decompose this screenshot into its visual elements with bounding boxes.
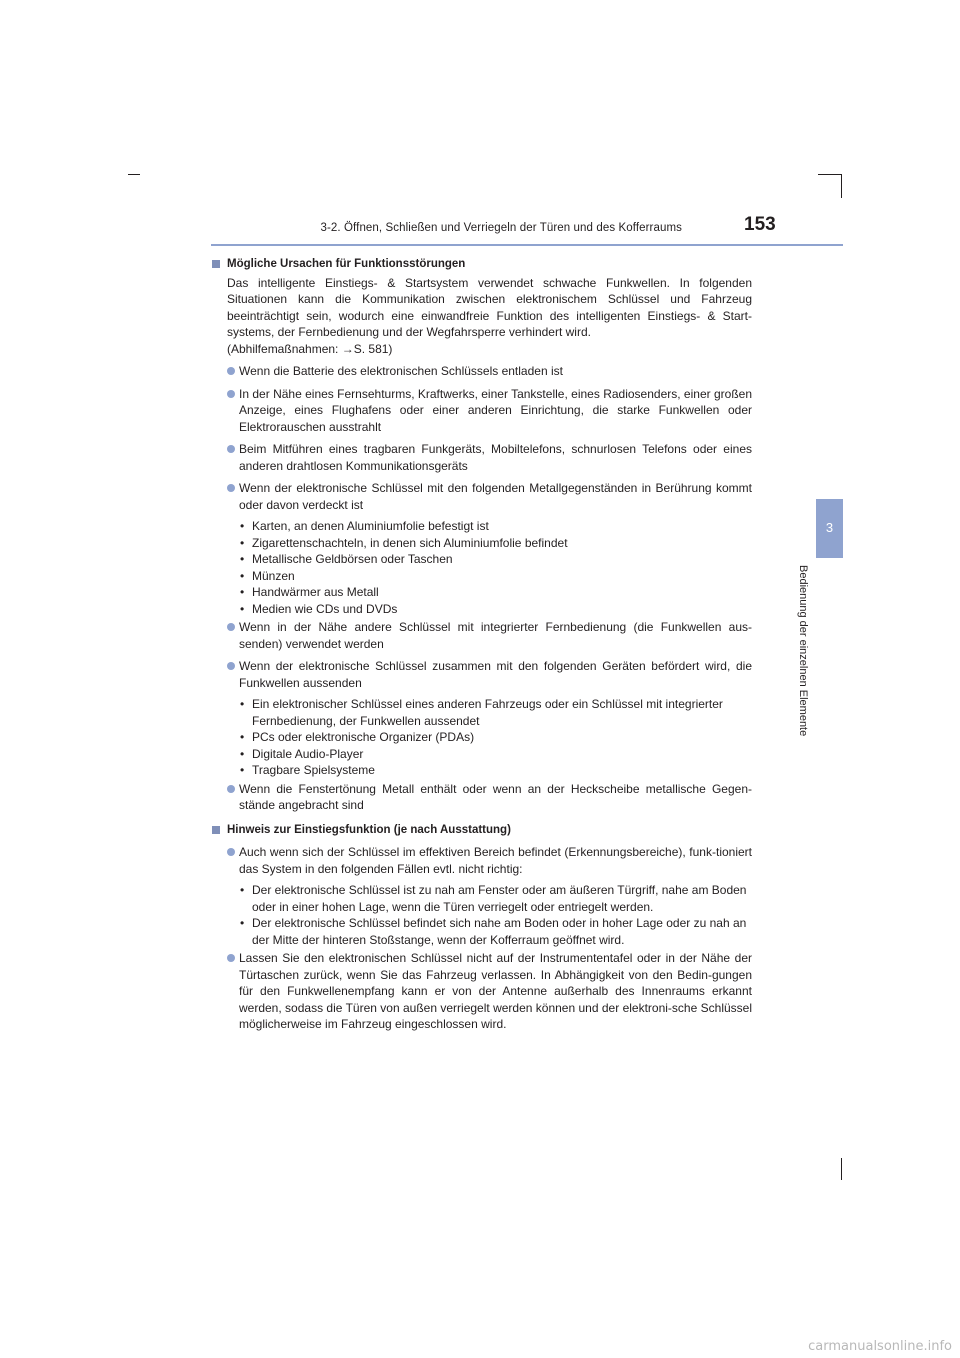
page-content [212, 256, 752, 1033]
header-rule [211, 244, 843, 246]
sub-list-item: • Münzen [212, 568, 752, 585]
sub-list-item: • Medien wie CDs und DVDs [212, 601, 752, 618]
bullet-item [212, 950, 752, 1033]
bullet-text: Wenn die Batterie des elektronischen Schlüssels entladen ist [239, 364, 563, 378]
sub-list-item: • Metallische Geldbörsen oder Taschen [212, 551, 752, 568]
sub-list-item: • Tragbare Spielsysteme [212, 762, 752, 779]
section [212, 822, 752, 1033]
section-intro: Das intelligente Einstiegs- & Startsystem verwendet schwache Funkwellen. In folgenden Situationen kann die Kommunikation zwischen elektronischem Schlüssel und Fahrzeug beeinträchtigt sein, wodurch eine einwandfreie Funktion des intelligenten Einstiegs- & Start-systems, der Fernbedienung und der Wegfahrsperre verhindert wird. [227, 275, 752, 339]
square-bullet-icon [212, 826, 220, 834]
bullet-text: Lassen Sie den elektronischen Schlüssel nicht auf der Instrumententafel oder in der Nähe der Türtaschen zurück, wenn Sie das Fahrzeug verlassen. In Abhängigkeit von den Bedin-gungen für den Funkwellenempfang kann er von der Antenne außerhalb des Innenraums erkannt werden, sodass die Türen von außen verriegelt werden können und der elektroni-sche Schlüssel möglicherweise im Fahrzeug eingeschlossen wird. [239, 951, 752, 1031]
section-heading [212, 256, 752, 273]
section [212, 256, 752, 814]
circle-bullet-icon [227, 848, 235, 856]
circle-bullet-icon [227, 445, 235, 453]
crop-mark [841, 1158, 842, 1180]
bullet-text: Auch wenn sich der Schlüssel im effektiven Bereich befindet (Erkennungsbereiche), funk-tioniert das System in den folgenden Fällen evtl. nicht richtig: [239, 845, 752, 876]
square-bullet-icon [212, 260, 220, 268]
chapter-title: Bedienung der einzelnen Elemente [797, 565, 809, 737]
bullet-item [212, 441, 752, 474]
circle-bullet-icon [227, 390, 235, 398]
crop-mark [128, 174, 140, 175]
sub-list [212, 696, 752, 779]
bullet-text: Wenn der elektronische Schlüssel zusammen mit den folgenden Geräten befördert wird, die Funkwellen aussenden [239, 659, 752, 690]
sub-list [212, 882, 752, 948]
circle-bullet-icon [227, 662, 235, 670]
section-heading-text: Hinweis zur Einstiegsfunktion (je nach Ausstattung) [227, 823, 511, 836]
crop-mark [841, 174, 842, 198]
bullet-item [212, 781, 752, 814]
bullet-text: Wenn in der Nähe andere Schlüssel mit integrierter Fernbedienung (die Funkwellen aus-senden) verwendet werden [239, 620, 752, 651]
sub-list-item: • Handwärmer aus Metall [212, 584, 752, 601]
bullet-item [212, 386, 752, 436]
bullet-item [212, 363, 752, 380]
bullet-item [212, 844, 752, 877]
circle-bullet-icon [227, 367, 235, 375]
running-header-title: 3-2. Öffnen, Schließen und Verriegeln der Türen und des Kofferraums [320, 222, 682, 234]
sub-list-item: • Der elektronische Schlüssel ist zu nah am Fenster oder am äußeren Türgriff, nahe am Boden oder in einer hohen Lage, wenn die Türen verriegelt oder entriegelt werden. [212, 882, 752, 915]
bullet-text: Wenn die Fenstertönung Metall enthält oder wenn an der Heckscheibe metallische Gegen-stände angebracht sind [239, 781, 752, 812]
circle-bullet-icon [227, 484, 235, 492]
section-heading [212, 822, 752, 839]
section-intro-reference: (Abhilfemaßnahmen: →S. 581) [227, 341, 393, 356]
bullet-text: In der Nähe eines Fernsehturms, Kraftwerks, einer Tankstelle, eines Radiosenders, einer großen Anzeige, eines Flughafens oder einer anderen Einrichtung, die starke Funkwellen oder Elektrorauschen ausstrahlt [239, 386, 752, 434]
circle-bullet-icon [227, 785, 235, 793]
sub-list-item: • PCs oder elektronische Organizer (PDAs) [212, 729, 752, 746]
circle-bullet-icon [227, 954, 235, 962]
sub-list-item: • Ein elektronischer Schlüssel eines anderen Fahrzeugs oder ein Schlüssel mit integrierter Fernbedienung, der Funkwellen aussendet [212, 696, 752, 729]
section-heading-text: Mögliche Ursachen für Funktionsstörungen [227, 258, 466, 270]
bullet-item [212, 480, 752, 513]
sub-list-item: • Zigarettenschachteln, in denen sich Aluminiumfolie befindet [212, 535, 752, 552]
sub-list-item: • Der elektronische Schlüssel befindet sich nahe am Boden oder in hoher Lage oder zu nah an der Mitte der hinteren Stoßstange, wenn der Kofferraum geöffnet wird. [212, 915, 752, 948]
watermark: carmanualsonline.info [808, 1339, 952, 1354]
chapter-number: 3 [825, 520, 834, 535]
bullet-item [212, 619, 752, 652]
bullet-text: Beim Mitführen eines tragbaren Funkgeräts, Mobiltelefons, schnurlosen Telefons oder eines anderen drahtlosen Kommunikationsgeräts [239, 442, 752, 473]
bullet-item [212, 658, 752, 691]
sub-list-item: • Digitale Audio-Player [212, 746, 752, 763]
crop-mark [818, 174, 842, 175]
bullet-text: Wenn der elektronische Schlüssel mit den folgenden Metallgegenständen in Berührung kommt oder davon verdeckt ist [239, 481, 752, 512]
sub-list [212, 518, 752, 617]
circle-bullet-icon [227, 623, 235, 631]
sub-list-item: • Karten, an denen Aluminiumfolie befestigt ist [212, 518, 752, 535]
page-number: 153 [744, 214, 776, 235]
